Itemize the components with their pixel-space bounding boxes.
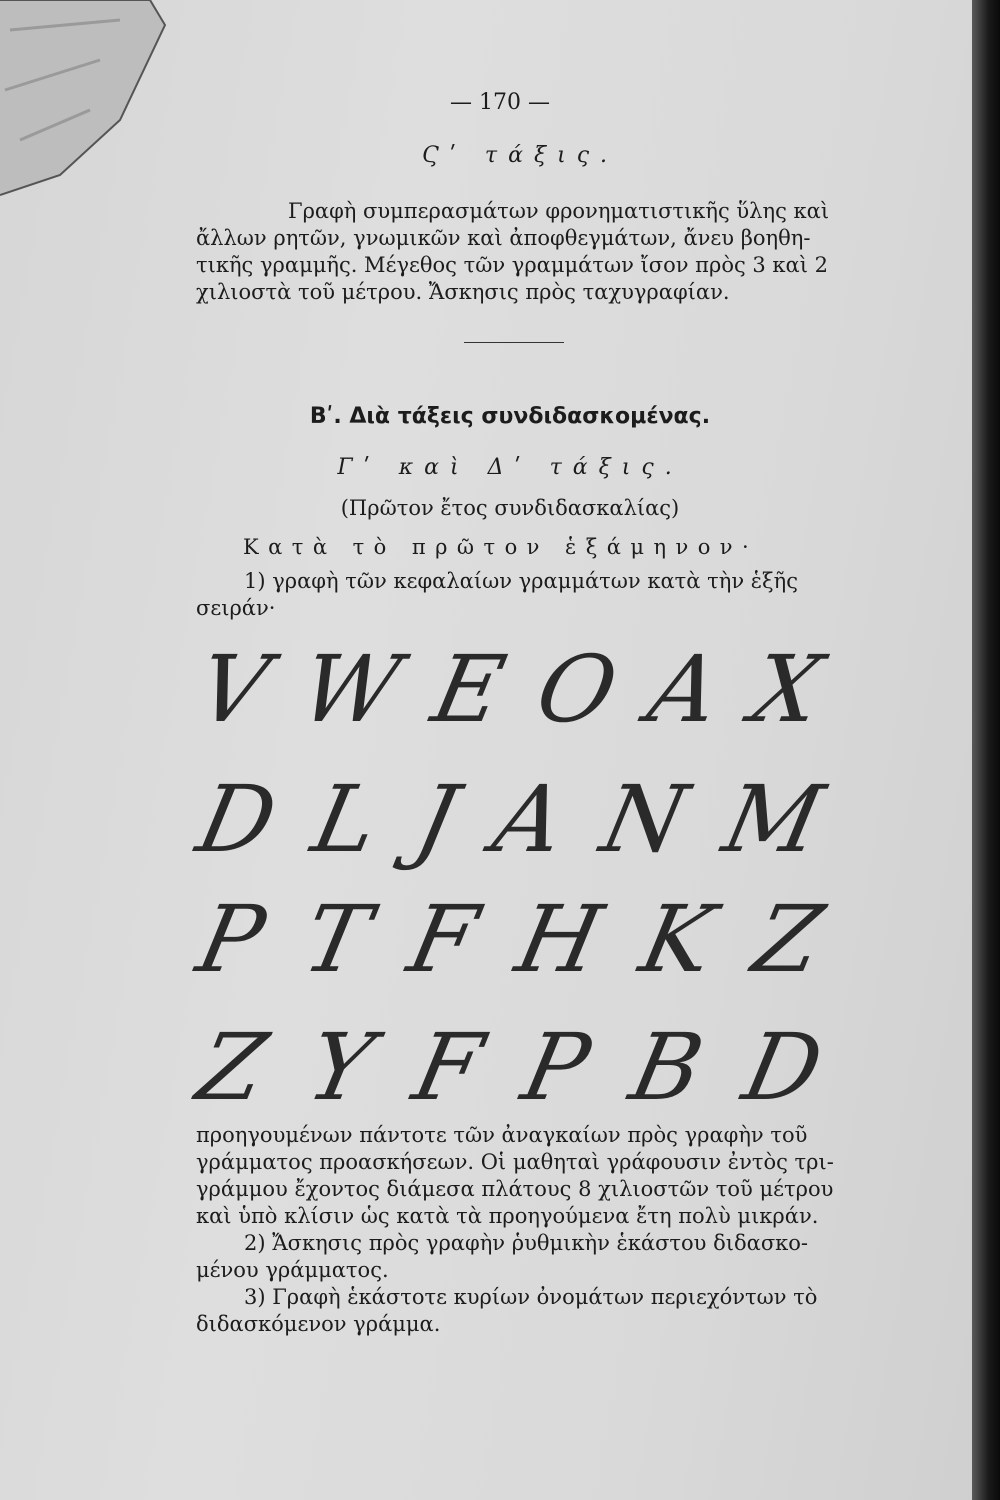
after-paragraph	[196, 1122, 834, 1338]
script-letter: E	[423, 636, 514, 743]
script-letter: D	[188, 766, 286, 873]
script-letter: O	[527, 636, 626, 743]
section-st-paragraph	[196, 198, 830, 306]
semester-label: Κατὰ τὸ πρῶτον ἑξάμηνον·	[243, 535, 759, 559]
item-line: 1) γραφὴ τῶν κεφαλαίων γραμμάτων κατὰ τὴν ἑξῆς	[244, 569, 798, 593]
script-letter: F	[404, 1014, 492, 1121]
paragraph-line: διδασκόμενον γράμμα.	[196, 1312, 441, 1336]
script-letter: D	[734, 1014, 832, 1121]
item-1	[196, 568, 826, 622]
paragraph-line: χιλιοστὰ τοῦ μέτρου. Ἄσκησις πρὸς ταχυγραφίαν.	[196, 280, 730, 304]
book-spine-shadow	[972, 0, 1000, 1500]
script-letter: A	[639, 636, 730, 743]
section-note: (Πρῶτον ἔτος συνδιδασκαλίας)	[340, 496, 680, 520]
paragraph-line: τικῆς γραμμῆς. Μέγεθος τῶν γραμμάτων ἴσον πρὸς 3 καὶ 2	[196, 253, 829, 277]
script-letter-row	[188, 886, 832, 993]
script-letter: V	[188, 636, 278, 743]
divider	[464, 342, 564, 343]
item-line: σειράν·	[196, 596, 276, 620]
paragraph-line: ἄλλων ρητῶν, γνωμικῶν καὶ ἀποφθεγμάτων, ἄνευ βοηθη-	[196, 226, 811, 250]
script-letter: F	[399, 886, 487, 993]
script-letter-row	[188, 636, 832, 743]
script-letter: T	[294, 886, 379, 993]
script-letter: L	[303, 766, 388, 873]
paragraph-line: 2) Ἄσκησις πρὸς γραφὴν ῥυθμικὴν ἑκάστου διδασκο-	[244, 1231, 809, 1255]
script-letter: P	[188, 886, 274, 993]
page-number: — 170 —	[450, 90, 550, 115]
paragraph-line: 3) Γραφὴ ἑκάστοτε κυρίων ὀνομάτων περιεχόντων τὸ	[244, 1285, 818, 1309]
section-heading-st: Ϛʹ τάξις.	[421, 143, 619, 168]
script-letter: H	[507, 886, 611, 993]
section-heading-b: Βʹ. Διὰ τάξεις συνδιδασκομένας.	[309, 404, 711, 429]
paragraph-line: γράμμου ἔχοντος διάμεσα πλάτους 8 χιλιοστῶν τοῦ μέτρου	[196, 1177, 834, 1201]
script-letter: X	[743, 636, 832, 743]
section-subheading-b: Γʹ καὶ Δʹ τάξις.	[337, 455, 683, 480]
script-letter: N	[592, 766, 696, 873]
script-letter: M	[714, 766, 832, 873]
paragraph-line: Γραφὴ συμπερασμάτων φρονηματιστικῆς ὕλης καὶ	[288, 199, 830, 223]
script-letter: Y	[298, 1014, 382, 1121]
script-letter: P	[514, 1014, 599, 1121]
script-letter: Z	[744, 886, 832, 993]
script-letter: B	[621, 1014, 713, 1121]
script-letter: J	[406, 766, 467, 873]
script-letter: Z	[188, 1014, 276, 1121]
script-letter: A	[484, 766, 574, 873]
paragraph-line: καὶ ὑπὸ κλίσιν ὡς κατὰ τὰ προηγούμενα ἔτη πολὺ μικράν.	[196, 1204, 819, 1228]
paragraph-line: προηγουμένων πάντοτε τῶν ἀναγκαίων πρὸς γραφὴν τοῦ	[196, 1123, 808, 1147]
script-letter: W	[292, 636, 410, 743]
script-letter: K	[632, 886, 724, 993]
paragraph-line: γράμματος προασκήσεων. Οἱ μαθηταὶ γράφουσιν ἐντὸς τρι-	[196, 1150, 834, 1174]
script-letter-row	[188, 766, 832, 873]
script-letter-row	[188, 1014, 832, 1121]
paragraph-line: μένου γράμματος.	[196, 1258, 389, 1282]
